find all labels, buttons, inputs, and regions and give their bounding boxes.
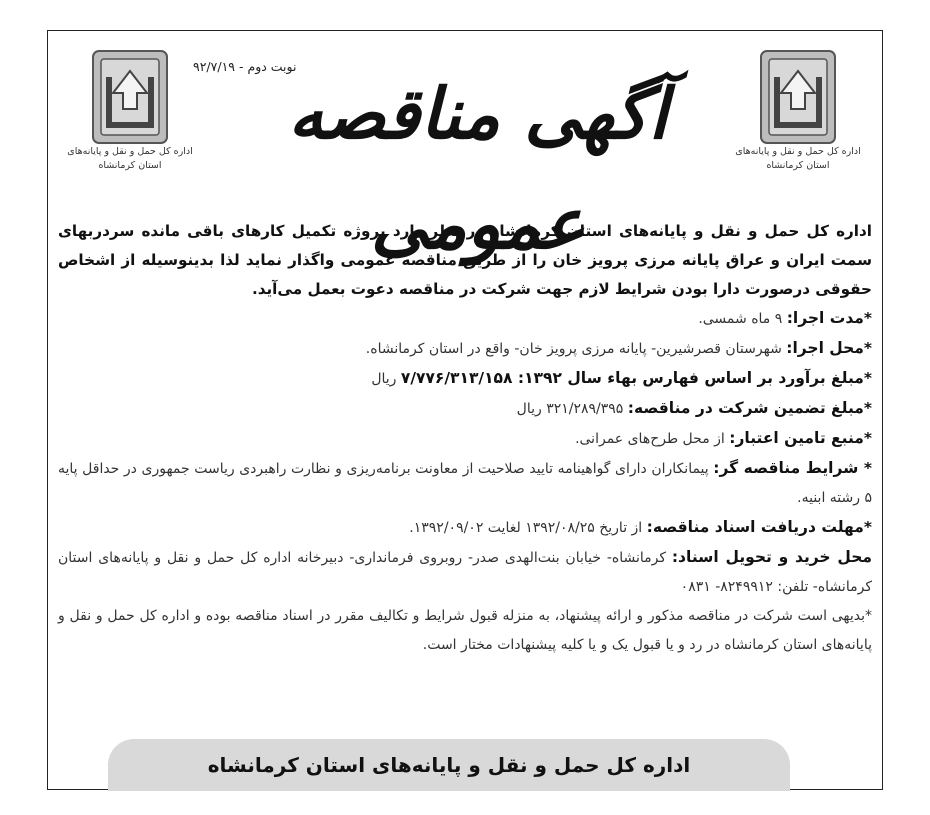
logo-caption-line1: اداره کل حمل و نقل و پایانه‌های — [735, 146, 861, 157]
transport-logo-icon — [759, 49, 837, 145]
item-conditions: * شرایط مناقصه گر: پیمانکاران دارای گواهینامه تایید صلاحیت از معاونت برنامه‌ریزی و نظارت راهبردی ریاست جمهوری در حداقل پایه ۵ رشته ابنیه. — [58, 459, 872, 506]
round-date: نوبت دوم - ۹۲/۷/۱۹ — [193, 59, 297, 74]
logo-caption-line2: استان کرمانشاه — [98, 160, 162, 171]
item-purchase-place: محل خرید و تحویل اسناد: کرمانشاه- خیابان بنت‌الهدی صدر- روبروی فرمانداری- دبیرخانه اداره کل حمل و نقل و پایانه‌های استان کرمانشاه- تلفن: ۸۲۴۹۹۱۲- ۰۸۳۱ — [58, 548, 872, 595]
item-funding: *منبع تامین اعتبار: از محل طرح‌های عمرانی. — [575, 429, 872, 447]
item-guarantee: *مبلغ تضمین شرکت در مناقصه: ۳۲۱/۲۸۹/۳۹۵ ریال — [516, 399, 872, 417]
item-deadline: *مهلت دریافت اسناد مناقصه: از تاریخ ۱۳۹۲/۰۸/۲۵ لغایت ۱۳۹۲/۰۹/۰۲. — [409, 518, 872, 536]
logo-right — [718, 49, 878, 173]
footer-organization: اداره کل حمل و نقل و پایانه‌های استان کرمانشاه — [108, 739, 790, 791]
item-estimate: *مبلغ برآورد بر اساس فهارس بهاء سال ۱۳۹۲: ۷/۷۷۶/۳۱۳/۱۵۸ ریال — [371, 369, 872, 387]
logo-left — [50, 49, 210, 173]
intro-paragraph: اداره کل حمل و نقل و پایانه‌های استان کرمانشاه در نظر دارد پروژه تکمیل کارهای باقی مانده سردربهای سمت ایران و عراق پایانه مرزی پرویز خان را از طریق مناقصه عمومی واگذار نماید لذا بدینوسیله از اشخاص حقوقی درصورت دارا بودن شرایط لازم جهت شرکت در مناقصه دعوت بعمل می‌آید. — [58, 222, 872, 298]
item-location: *محل اجرا: شهرستان قصرشیرین- پایانه مرزی پرویز خان- واقع در استان کرمانشاه. — [365, 339, 872, 357]
notice-body — [58, 217, 872, 660]
logo-caption-line1: اداره کل حمل و نقل و پایانه‌های — [67, 146, 193, 157]
logo-caption-line2: استان کرمانشاه — [766, 160, 830, 171]
notice-title: آگهی مناقصه عمومی — [288, 72, 668, 265]
item-duration: *مدت اجرا: ۹ ماه شمسی. — [698, 309, 872, 327]
transport-logo-icon — [91, 49, 169, 145]
item-note: *بدیهی است شرکت در مناقصه مذکور و ارائه پیشنهاد، به منزله قبول شرایط و تکالیف مقرر در اسناد مناقصه بوده و اداره کل حمل و نقل و پایانه‌های استان کرمانشاه در رد و یا قبول یک و یا کلیه پیشنهادات مختار است. — [58, 608, 872, 653]
notice-frame — [47, 30, 883, 790]
